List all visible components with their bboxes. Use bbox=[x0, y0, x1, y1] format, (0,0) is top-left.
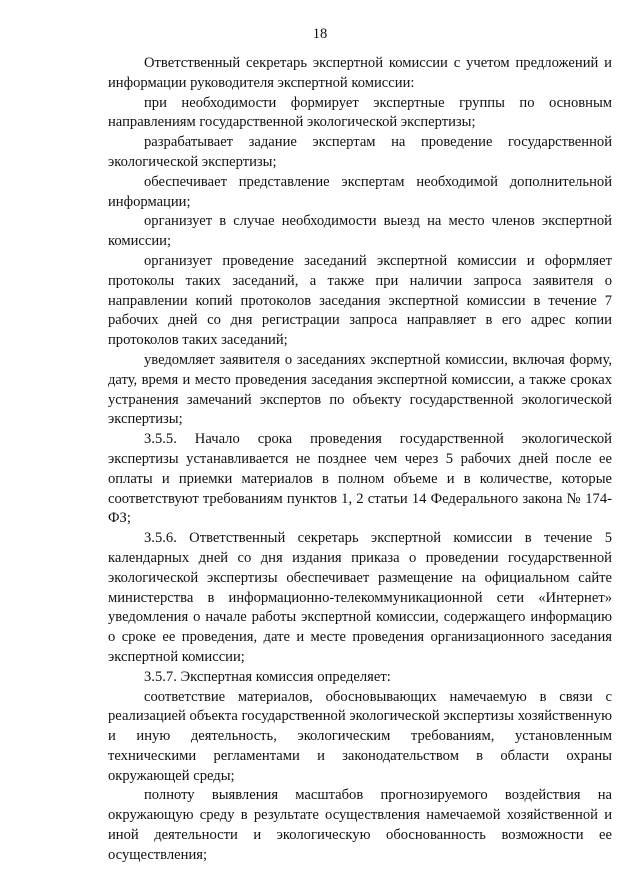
page-number: 18 bbox=[312, 26, 328, 42]
paragraph-meetings: организует проведение заседаний экспертной комиссии и оформляет протоколы таких заседаний, а также при наличии запроса заявителя о направлении копий протоколов заседания экспертной комиссии в течение 7 рабочих дней со дня регистрации запроса направляет в его адрес копии протоколов таких заседаний; bbox=[108, 252, 612, 349]
paragraph-information: обеспечивает представление экспертам необходимой дополнительной информации; bbox=[108, 173, 612, 210]
paragraph-3-5-5: 3.5.5. Начало срока проведения государственной экологической экспертизы устанавливается не позднее чем через 5 рабочих дней после ее оплаты и приемки материалов в полном объеме и в количестве, которые соответствуют требованиям пунктов 1, 2 статьи 14 Федерального закона № 174-ФЗ; bbox=[108, 431, 612, 527]
paragraph-notification: уведомляет заявителя о заседаниях экспертной комиссии, включая форму, дату, время и место проведения заседания экспертной комиссии, а также сроках устранения замечаний экспертов по объекту государственной экологической экспертизы; bbox=[108, 351, 612, 428]
paragraph-3-5-7: 3.5.7. Экспертная комиссия определяет: bbox=[144, 668, 391, 685]
paragraph-3-5-6: 3.5.6. Ответственный секретарь экспертной комиссии в течение 5 календарных дней со дня издания приказа о проведении государственной экологической экспертизы обеспечивает размещение на официальном сайте министерства в информационно-телекоммуникационной сети «Интернет» уведомления о начале работы экспертной комиссии, содержащего информацию о сроке ее проведения, дате и месте проведения организационного заседания экспертной комиссии; bbox=[108, 530, 612, 665]
paragraph-task: разрабатывает задание экспертам на проведение государственной экологической экспертизы; bbox=[108, 134, 612, 170]
paragraph-compliance: соответствие материалов, обосновывающих намечаемую в связи с реализацией объекта государственной экологической экспертизы хозяйственную и иную деятельность, экологическим требованиям, установленным техническими регламентами и законодательством в области охраны окружающей среды; bbox=[108, 688, 612, 784]
paragraph-intro: Ответственный секретарь экспертной комиссии с учетом предложений и информации руководителя экспертной комиссии: bbox=[108, 55, 612, 91]
paragraph-impact: полноту выявления масштабов прогнозируемого воздействия на окружающую среду в результате осуществления намечаемой хозяйственной и иной деятельности и экологическую обоснованность возможности ее осуществления; bbox=[108, 787, 612, 863]
document-body bbox=[108, 54, 612, 866]
paragraph-expert-groups: при необходимости формирует экспертные группы по основным направлениям государственной экологической экспертизы; bbox=[108, 94, 612, 131]
paragraph-site-visit: организует в случае необходимости выезд на место членов экспертной комиссии; bbox=[108, 213, 612, 250]
